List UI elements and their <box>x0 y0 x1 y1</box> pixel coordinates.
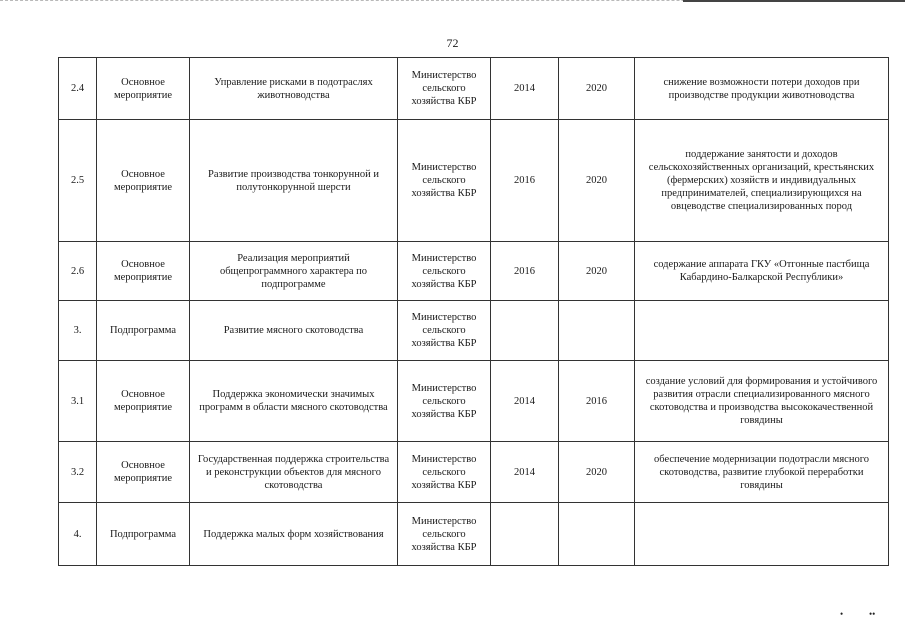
row-start-year: 2014 <box>491 58 559 120</box>
row-result: снижение возможности потери доходов при производстве продукции животноводства <box>635 58 889 120</box>
row-result <box>635 503 889 566</box>
row-name: Государственная поддержка строительства и реконструкции объектов для мясного скотоводства <box>190 442 398 503</box>
row-type: Основное мероприятие <box>97 120 190 242</box>
row-result: создание условий для формирования и устойчивого развития отрасли специализированного мясного скотоводства и производства высококачественной говядины <box>635 361 889 442</box>
row-name: Развитие мясного скотоводства <box>190 301 398 361</box>
table-row <box>59 58 889 120</box>
row-start-year <box>491 301 559 361</box>
row-end-year: 2020 <box>559 242 635 301</box>
scan-mark: • <box>840 609 844 619</box>
row-executor: Министерство сельского хозяйства КБР <box>398 120 491 242</box>
row-end-year: 2020 <box>559 58 635 120</box>
row-end-year: 2016 <box>559 361 635 442</box>
table-row <box>59 442 889 503</box>
row-name: Поддержка экономически значимых программ в области мясного скотоводства <box>190 361 398 442</box>
row-number: 2.5 <box>59 120 97 242</box>
row-start-year: 2014 <box>491 442 559 503</box>
row-type: Основное мероприятие <box>97 361 190 442</box>
row-type: Основное мероприятие <box>97 442 190 503</box>
program-table <box>58 57 889 566</box>
row-executor: Министерство сельского хозяйства КБР <box>398 503 491 566</box>
row-name: Управление рисками в подотраслях животноводства <box>190 58 398 120</box>
row-number: 4. <box>59 503 97 566</box>
row-start-year: 2016 <box>491 120 559 242</box>
table-row <box>59 301 889 361</box>
row-end-year <box>559 503 635 566</box>
row-name: Поддержка малых форм хозяйствования <box>190 503 398 566</box>
row-end-year <box>559 301 635 361</box>
scan-mark: •• <box>869 609 876 619</box>
row-start-year: 2014 <box>491 361 559 442</box>
row-type: Подпрограмма <box>97 503 190 566</box>
row-end-year: 2020 <box>559 120 635 242</box>
row-result: обеспечение модернизации подотрасли мясного скотоводства, развитие глубокой переработки говядины <box>635 442 889 503</box>
row-type: Основное мероприятие <box>97 58 190 120</box>
row-start-year: 2016 <box>491 242 559 301</box>
page-number: 72 <box>446 36 459 50</box>
row-number: 2.6 <box>59 242 97 301</box>
table-row <box>59 503 889 566</box>
row-executor: Министерство сельского хозяйства КБР <box>398 242 491 301</box>
row-executor: Министерство сельского хозяйства КБР <box>398 58 491 120</box>
row-type: Подпрограмма <box>97 301 190 361</box>
row-end-year: 2020 <box>559 442 635 503</box>
table-row <box>59 120 889 242</box>
table-row <box>59 361 889 442</box>
table-body <box>59 58 889 566</box>
row-number: 3.2 <box>59 442 97 503</box>
scan-top-right-line <box>683 0 905 2</box>
row-result: содержание аппарата ГКУ «Отгонные пастбища Кабардино-Балкарской Республики» <box>635 242 889 301</box>
row-number: 3.1 <box>59 361 97 442</box>
row-type: Основное мероприятие <box>97 242 190 301</box>
row-result: поддержание занятости и доходов сельскохозяйственных организаций, крестьянских (фермерских) хозяйств и индивидуальных предпринимателей, специализирующихся на овцеводстве специализированных пород <box>635 120 889 242</box>
row-number: 3. <box>59 301 97 361</box>
row-executor: Министерство сельского хозяйства КБР <box>398 301 491 361</box>
row-number: 2.4 <box>59 58 97 120</box>
row-start-year <box>491 503 559 566</box>
row-executor: Министерство сельского хозяйства КБР <box>398 442 491 503</box>
table-row <box>59 242 889 301</box>
row-result <box>635 301 889 361</box>
row-executor: Министерство сельского хозяйства КБР <box>398 361 491 442</box>
row-name: Развитие производства тонкорунной и полутонкорунной шерсти <box>190 120 398 242</box>
row-name: Реализация мероприятий общепрограммного характера по подпрограмме <box>190 242 398 301</box>
